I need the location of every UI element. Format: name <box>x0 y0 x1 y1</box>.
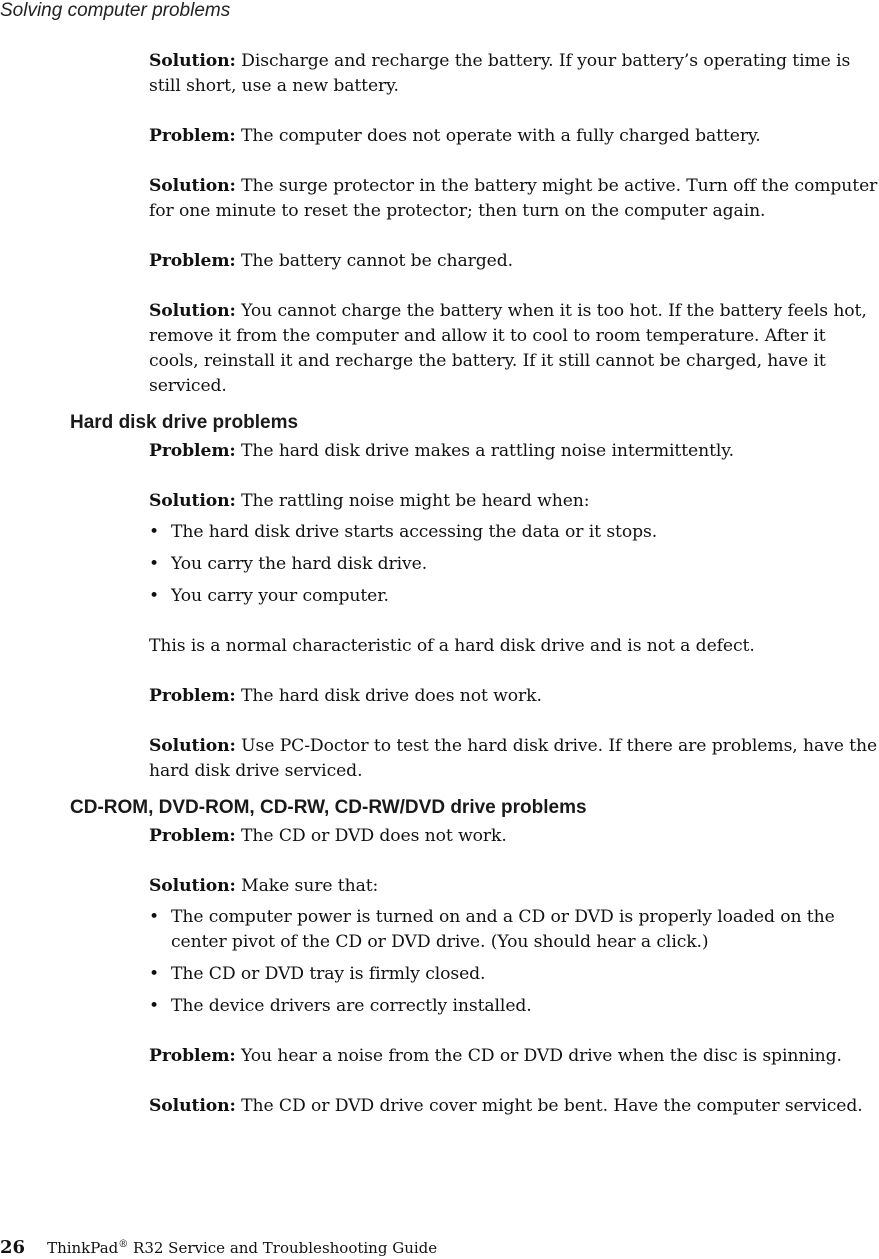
footer-brand: ThinkPad <box>47 1239 119 1257</box>
registered-mark: ® <box>118 1239 129 1250</box>
hdd-bullet-list <box>149 520 879 609</box>
hdd-problem-1 <box>149 439 879 464</box>
list-item <box>149 994 879 1019</box>
solution-label: Solution: <box>149 176 236 196</box>
list-item-text: You carry your computer. <box>171 586 389 606</box>
problem-label: Problem: <box>149 441 236 461</box>
bullet-icon: • <box>149 586 160 606</box>
cdrom-section-heading: CD-ROM, DVD-ROM, CD-RW, CD-RW/DVD drive problems <box>70 797 587 818</box>
battery-solution-2 <box>149 174 879 224</box>
battery-solution-3 <box>149 299 879 399</box>
hdd-section-heading: Hard disk drive problems <box>70 412 299 433</box>
battery-solution-1-text: Discharge and recharge the battery. If your battery’s operating time is still short, use a new battery. <box>149 51 851 96</box>
cdrom-problem-2-text: You hear a noise from the CD or DVD drive when the disc is spinning. <box>241 1046 842 1066</box>
footer-guide-title: R32 Service and Troubleshooting Guide <box>133 1239 438 1257</box>
page-footer <box>0 1234 437 1259</box>
bullet-icon: • <box>149 996 160 1016</box>
list-item-text: The hard disk drive starts accessing the data or it stops. <box>171 522 658 542</box>
problem-label: Problem: <box>149 686 236 706</box>
problem-label: Problem: <box>149 826 236 846</box>
solution-label: Solution: <box>149 301 236 321</box>
solution-label: Solution: <box>149 876 236 896</box>
cdrom-solution-1 <box>149 874 879 899</box>
hdd-problem-2 <box>149 684 879 709</box>
cdrom-solution-2-text: The CD or DVD drive cover might be bent. Have the computer serviced. <box>241 1096 863 1116</box>
cdrom-solution-1-text: Make sure that: <box>241 876 379 896</box>
problem-label: Problem: <box>149 126 236 146</box>
cdrom-bullet-list <box>149 905 879 1019</box>
page-number: 26 <box>0 1237 26 1258</box>
battery-problem-2-text: The computer does not operate with a fully charged battery. <box>241 126 761 146</box>
hdd-solution-1-text: The rattling noise might be heard when: <box>241 491 590 511</box>
cdrom-problem-1 <box>149 824 879 849</box>
solution-label: Solution: <box>149 491 236 511</box>
bullet-icon: • <box>149 522 160 542</box>
cdrom-problem-2 <box>149 1044 879 1069</box>
list-item-text: You carry the hard disk drive. <box>171 554 428 574</box>
bullet-icon: • <box>149 907 160 927</box>
list-item-text: The device drivers are correctly installed. <box>171 996 532 1016</box>
list-item <box>149 584 879 609</box>
solution-label: Solution: <box>149 1096 236 1116</box>
list-item-text: The CD or DVD tray is firmly closed. <box>171 964 486 984</box>
hdd-solution-1 <box>149 489 879 514</box>
cdrom-problem-1-text: The CD or DVD does not work. <box>241 826 507 846</box>
battery-problem-2 <box>149 124 879 149</box>
hdd-problem-2-text: The hard disk drive does not work. <box>241 686 542 706</box>
battery-solution-1 <box>149 49 879 99</box>
list-item <box>149 552 879 577</box>
page-content <box>0 49 879 1144</box>
solution-label: Solution: <box>149 736 236 756</box>
hdd-note: This is a normal characteristic of a hard disk drive and is not a defect. <box>149 636 755 656</box>
hdd-problem-1-text: The hard disk drive makes a rattling noise intermittently. <box>241 441 734 461</box>
battery-problem-3-text: The battery cannot be charged. <box>241 251 514 271</box>
running-header: Solving computer problems <box>0 0 231 21</box>
list-item-text: The computer power is turned on and a CD or DVD is properly loaded on the center pivot of the CD or DVD drive. (You should hear a click.) <box>171 907 835 952</box>
list-item <box>149 520 879 545</box>
battery-problem-3 <box>149 249 879 274</box>
battery-solution-3-text: You cannot charge the battery when it is too hot. If the battery feels hot, remove it from the computer and allow it to cool to room temperature. After it cools, reinstall it and recharge the battery. If it still cannot be charged, have it serviced. <box>149 301 867 396</box>
hdd-solution-2 <box>149 734 879 784</box>
solution-label: Solution: <box>149 51 236 71</box>
battery-solution-2-text: The surge protector in the battery might be active. Turn off the computer for one minute to reset the protector; then turn on the computer again. <box>149 176 878 221</box>
list-item <box>149 962 879 987</box>
problem-label: Problem: <box>149 1046 236 1066</box>
hdd-solution-2-text: Use PC-Doctor to test the hard disk drive. If there are problems, have the hard disk drive serviced. <box>149 736 878 781</box>
problem-label: Problem: <box>149 251 236 271</box>
cdrom-solution-2 <box>149 1094 879 1119</box>
list-item <box>149 905 879 955</box>
bullet-icon: • <box>149 554 160 574</box>
bullet-icon: • <box>149 964 160 984</box>
